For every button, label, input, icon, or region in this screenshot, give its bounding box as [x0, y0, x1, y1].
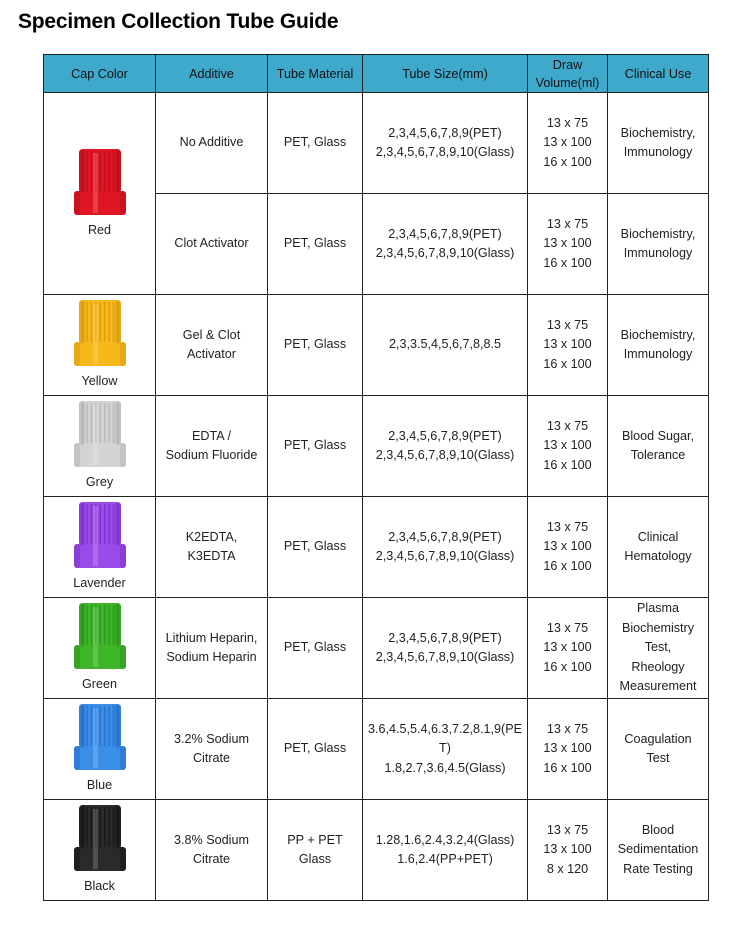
cap-cell-red — [44, 93, 156, 295]
volume-cell: 13 x 75 13 x 100 16 x 100 — [528, 194, 608, 295]
material-cell: PET, Glass — [268, 396, 363, 497]
table-row — [44, 800, 709, 901]
table-row — [44, 699, 709, 800]
page-title: Specimen Collection Tube Guide — [18, 10, 339, 33]
volume-cell: 13 x 75 13 x 100 16 x 100 — [528, 396, 608, 497]
cap-label-blue: Blue — [86, 778, 113, 793]
additive-cell: Clot Activator — [156, 194, 268, 295]
size-cell: 3.6,4.5,5.4,6.3,7.2,8.1,9(PE T) 1.8,2.7,3.6,4.5(Glass) — [363, 699, 528, 800]
material-cell: PET, Glass — [268, 93, 363, 194]
cap-label-red: Red — [87, 222, 112, 237]
additive-cell: No Additive — [156, 93, 268, 194]
material-cell: PET, Glass — [268, 699, 363, 800]
cap-label-grey: Grey — [85, 475, 114, 490]
size-cell: 2,3,3.5,4,5,6,7,8,8.5 — [363, 295, 528, 396]
volume-cell: 13 x 75 13 x 100 8 x 120 — [528, 800, 608, 901]
use-cell: Clinical Hematology — [608, 497, 709, 598]
cap-cell-grey — [44, 396, 156, 497]
black-cap-icon — [71, 803, 129, 875]
material-cell: PP + PET Glass — [268, 800, 363, 901]
cap-cell-lavender — [44, 497, 156, 598]
additive-cell: 3.2% Sodium Citrate — [156, 699, 268, 800]
volume-cell: 13 x 75 13 x 100 16 x 100 — [528, 497, 608, 598]
table-row — [44, 497, 709, 598]
cap-label-black: Black — [84, 879, 115, 894]
additive-cell: 3.8% Sodium Citrate — [156, 800, 268, 901]
material-cell: PET, Glass — [268, 598, 363, 699]
additive-cell: EDTA / Sodium Fluoride — [156, 396, 268, 497]
cap-label-yellow: Yellow — [81, 374, 118, 389]
cap-cell-blue — [44, 699, 156, 800]
table-row — [44, 598, 709, 699]
use-cell: Blood Sedimentation Rate Testing — [608, 800, 709, 901]
material-cell: PET, Glass — [268, 194, 363, 295]
size-cell: 2,3,4,5,6,7,8,9(PET) 2,3,4,5,6,7,8,9,10(Glass) — [363, 93, 528, 194]
header-additive: Additive — [156, 55, 268, 93]
header-clinical-use: Clinical Use — [608, 55, 709, 93]
additive-cell: Lithium Heparin, Sodium Heparin — [156, 598, 268, 699]
volume-cell: 13 x 75 13 x 100 16 x 100 — [528, 295, 608, 396]
header-tube-size: Tube Size(mm) — [363, 55, 528, 93]
size-cell: 2,3,4,5,6,7,8,9(PET) 2,3,4,5,6,7,8,9,10(Glass) — [363, 396, 528, 497]
use-cell: Plasma Biochemistry Test, Rheology Measurement — [608, 598, 709, 699]
use-cell: Biochemistry, Immunology — [608, 295, 709, 396]
cap-label-lavender: Lavender — [73, 576, 126, 591]
use-cell: Coagulation Test — [608, 699, 709, 800]
additive-cell: K2EDTA, K3EDTA — [156, 497, 268, 598]
green-cap-icon — [71, 601, 129, 673]
cap-cell-black — [44, 800, 156, 901]
cap-label-green: Green — [81, 677, 117, 692]
use-cell: Biochemistry, Immunology — [608, 93, 709, 194]
header-cap-color: Cap Color — [44, 55, 156, 93]
size-cell: 1.28,1.6,2.4,3.2,4(Glass) 1.6,2.4(PP+PET) — [363, 800, 528, 901]
cap-cell-green — [44, 598, 156, 699]
cap-cell-yellow — [44, 295, 156, 396]
additive-cell: Gel & Clot Activator — [156, 295, 268, 396]
material-cell: PET, Glass — [268, 295, 363, 396]
table-row — [44, 396, 709, 497]
size-cell: 2,3,4,5,6,7,8,9(PET) 2,3,4,5,6,7,8,9,10(Glass) — [363, 497, 528, 598]
use-cell: Biochemistry, Immunology — [608, 194, 709, 295]
volume-cell: 13 x 75 13 x 100 16 x 100 — [528, 598, 608, 699]
blue-cap-icon — [71, 702, 129, 774]
header-draw-volume: Draw Volume(ml) — [528, 55, 608, 93]
header-tube-material: Tube Material — [268, 55, 363, 93]
lavender-cap-icon — [71, 500, 129, 572]
yellow-cap-icon — [71, 298, 129, 370]
use-cell: Blood Sugar, Tolerance — [608, 396, 709, 497]
table-row — [44, 93, 709, 194]
volume-cell: 13 x 75 13 x 100 16 x 100 — [528, 93, 608, 194]
grey-cap-icon — [71, 399, 129, 471]
size-cell: 2,3,4,5,6,7,8,9(PET) 2,3,4,5,6,7,8,9,10(Glass) — [363, 194, 528, 295]
tube-guide-table — [43, 54, 709, 901]
size-cell: 2,3,4,5,6,7,8,9(PET) 2,3,4,5,6,7,8,9,10(Glass) — [363, 598, 528, 699]
red-cap-icon — [71, 147, 129, 219]
volume-cell: 13 x 75 13 x 100 16 x 100 — [528, 699, 608, 800]
material-cell: PET, Glass — [268, 497, 363, 598]
table-row — [44, 295, 709, 396]
table-header-row — [44, 55, 709, 93]
